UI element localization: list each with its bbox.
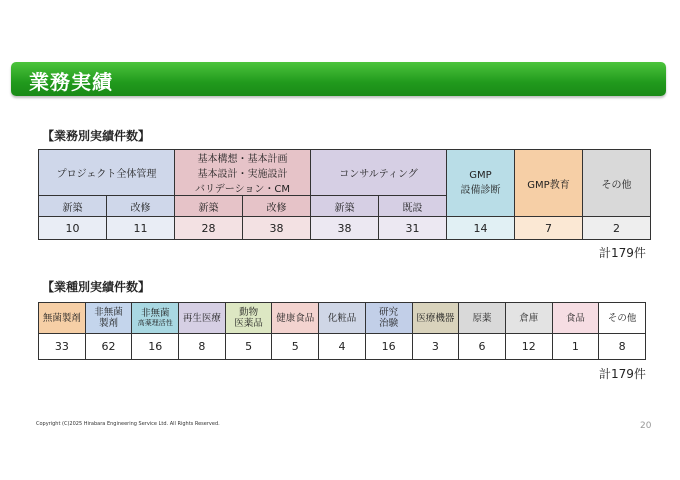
industry-label-line: 医薬品 xyxy=(234,318,263,329)
industry-label-line: 化粧品 xyxy=(327,312,357,324)
title-banner xyxy=(11,62,666,96)
group-header-consulting: コンサルティング xyxy=(311,150,447,196)
industry-label-line: 動物 xyxy=(239,307,259,318)
business-total: 計179件 xyxy=(599,246,646,260)
value-cell: 38 xyxy=(243,217,311,240)
industry-header-cell xyxy=(272,303,319,334)
page-title: 業務実績 xyxy=(29,70,113,94)
industry-value-cell: 33 xyxy=(39,334,86,360)
header-line: GMP xyxy=(469,170,492,181)
industry-table xyxy=(38,302,646,360)
header-line: 設備診断 xyxy=(460,185,501,196)
value-cell: 31 xyxy=(379,217,447,240)
header-other: その他 xyxy=(583,150,651,217)
industry-label-line: 医療機器 xyxy=(416,312,455,324)
industry-value-cell: 12 xyxy=(505,334,552,360)
industry-header-cell xyxy=(459,303,506,334)
value-cell: 2 xyxy=(583,217,651,240)
industry-label-line: 食品 xyxy=(565,312,585,324)
industry-header-cell xyxy=(319,303,366,334)
industry-header-cell xyxy=(599,303,646,334)
industry-header-cell xyxy=(39,303,86,334)
page-number: 20 xyxy=(640,421,652,431)
industry-value-cell: 16 xyxy=(365,334,412,360)
industry-header-cell xyxy=(132,303,179,334)
business-table-title: 【業務別実績件数】 xyxy=(42,129,151,143)
group-header-line: 基本設計・実施設計 xyxy=(197,169,288,180)
industry-header-cell xyxy=(552,303,599,334)
industry-header-cell xyxy=(225,303,272,334)
industry-value-cell: 8 xyxy=(599,334,646,360)
sub-header: 新築 xyxy=(175,196,243,217)
industry-value-cell: 16 xyxy=(132,334,179,360)
industry-header-cell xyxy=(179,303,226,334)
industry-value-cell: 5 xyxy=(225,334,272,360)
industry-value-cell: 62 xyxy=(85,334,132,360)
industry-value-cell: 6 xyxy=(459,334,506,360)
industry-value-cell: 1 xyxy=(552,334,599,360)
header-gmp-education: GMP教育 xyxy=(515,150,583,217)
industry-value-cell: 8 xyxy=(179,334,226,360)
industry-header-cell xyxy=(85,303,132,334)
industry-table-title: 【業種別実績件数】 xyxy=(42,280,151,294)
sub-header: 既設 xyxy=(379,196,447,217)
industry-sublabel: 高薬理活性 xyxy=(137,319,173,327)
sub-header: 改修 xyxy=(107,196,175,217)
group-header-line: 基本構想・基本計画 xyxy=(197,154,288,165)
industry-value-cell: 4 xyxy=(319,334,366,360)
sub-header: 改修 xyxy=(243,196,311,217)
industry-label-line: 製剤 xyxy=(99,318,119,329)
industry-header-cell xyxy=(365,303,412,334)
industry-label-line: 健康食品 xyxy=(276,312,315,324)
header-gmp-diagnosis xyxy=(447,150,515,217)
industry-label-line: 原薬 xyxy=(472,312,492,324)
value-cell: 10 xyxy=(39,217,107,240)
industry-header-cell xyxy=(505,303,552,334)
industry-label-line: 非無菌 xyxy=(140,308,170,319)
value-cell: 11 xyxy=(107,217,175,240)
value-cell: 14 xyxy=(447,217,515,240)
group-header-line: バリデーション・CM xyxy=(195,184,291,195)
group-header-pm: プロジェクト全体管理 xyxy=(39,150,175,196)
industry-label-line: その他 xyxy=(607,312,637,324)
industry-value-cell: 5 xyxy=(272,334,319,360)
industry-total: 計179件 xyxy=(599,367,646,381)
industry-label-line: 再生医療 xyxy=(182,312,221,324)
industry-label-line: 非無菌 xyxy=(94,307,123,318)
industry-value-cell: 3 xyxy=(412,334,459,360)
business-table xyxy=(38,149,651,240)
value-cell: 38 xyxy=(311,217,379,240)
industry-label-line: 治験 xyxy=(379,318,399,329)
industry-header-cell xyxy=(412,303,459,334)
sub-header: 新築 xyxy=(311,196,379,217)
sub-header: 新築 xyxy=(39,196,107,217)
value-cell: 28 xyxy=(175,217,243,240)
industry-label-line: 研究 xyxy=(379,307,399,318)
group-header-design xyxy=(175,150,311,196)
industry-label-line: 倉庫 xyxy=(519,312,539,324)
value-cell: 7 xyxy=(515,217,583,240)
copyright-notice: Copyright (C)2025 Hirabara Engineering Service Ltd. All Rights Reserved. xyxy=(36,421,220,427)
industry-label-line: 無菌製剤 xyxy=(42,312,81,324)
